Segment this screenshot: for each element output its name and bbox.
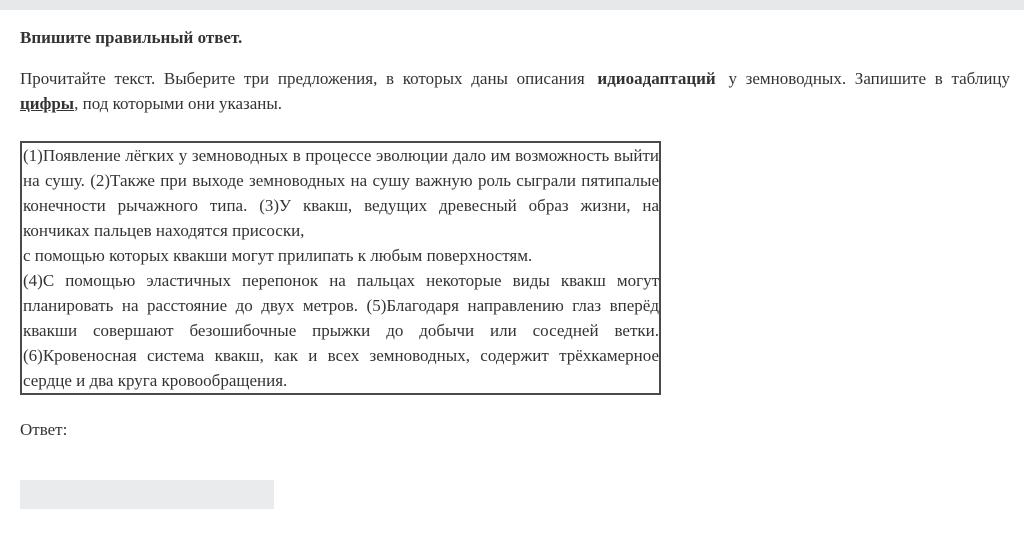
- task-instruction: [20, 66, 1010, 116]
- instruction-digits: цифры: [20, 94, 75, 113]
- source-text-paragraph: (1)Появление лёгких у земноводных в процессе эволюции дало им возможность выйти на сушу. (2)Также при выходе земноводных на сушу важную роль сыграли пятипалые конечности рычажного типа. (3)У квакш, ведущих древесный образ жизни, на кончиках пальцев находятся присоски,: [23, 146, 659, 240]
- instruction-text-middle: у земноводных. Запишите в таблицу: [728, 69, 1011, 88]
- task-heading: Впишите правильный ответ.: [20, 28, 243, 47]
- instruction-text-end: , под которыми они указаны.: [74, 94, 283, 113]
- answer-input[interactable]: [20, 480, 274, 509]
- answer-label: Ответ:: [20, 420, 68, 439]
- instruction-keyword: идиоадаптаций: [597, 69, 716, 88]
- top-bar: [0, 0, 1024, 10]
- source-text-paragraph: (4)С помощью эластичных перепонок на пальцах некоторые виды квакш могут планировать на расстояние до двух метров. (5)Благодаря направлению глаз вперёд квакши совершают безошибочные прыжки до добычи или соседней ветки. (6)Кровеносная система квакш, как и всех земноводных, содержит трёхкамерное сердце и два круга кровообращения.: [23, 271, 659, 390]
- instruction-text-start: Прочитайте текст. Выберите три предложения, в которых даны описания: [20, 69, 585, 88]
- source-text-box: [20, 141, 661, 395]
- source-text-paragraph: с помощью которых квакши могут прилипать к любым поверхностям.: [23, 246, 533, 265]
